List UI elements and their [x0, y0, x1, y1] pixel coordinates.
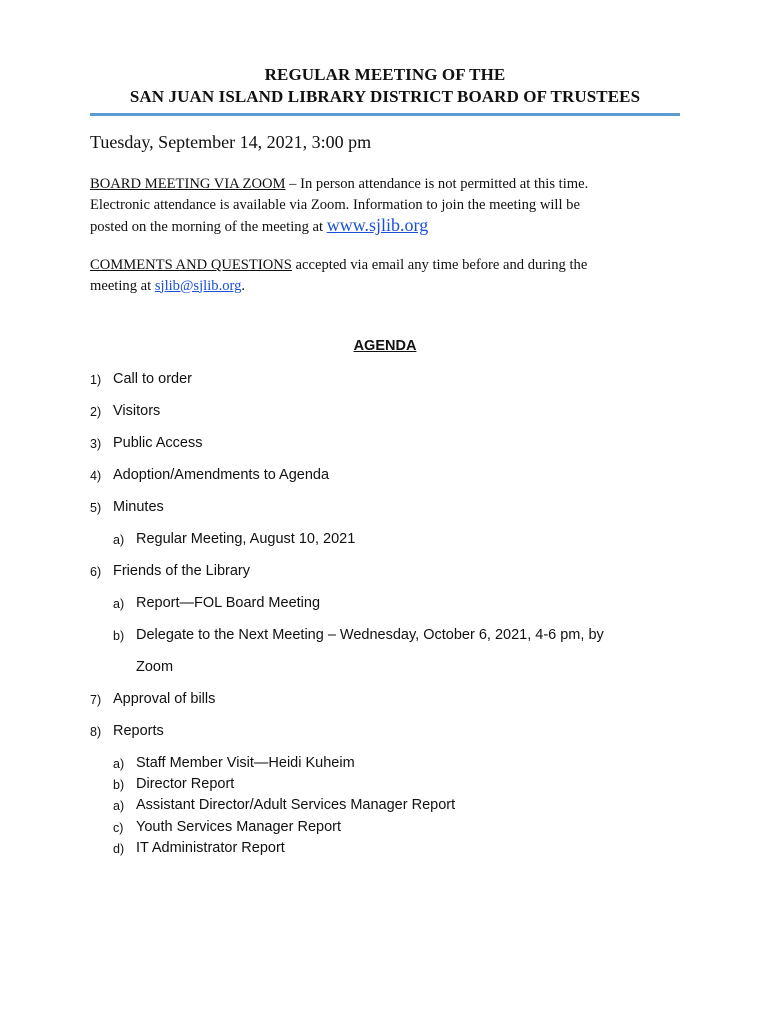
- agenda-subitem-staff-visit: Staff Member Visit—Heidi Kuheim: [136, 755, 355, 771]
- zoom-notice-text-3: posted on the morning of the meeting at: [90, 219, 327, 235]
- agenda-subitem-fol-report: Report—FOL Board Meeting: [136, 595, 321, 611]
- comments-notice: [90, 255, 670, 296]
- agenda-item-number: 3): [90, 437, 102, 451]
- agenda-subitem-number: a): [113, 757, 125, 771]
- website-link[interactable]: www.sjlib.org: [326, 215, 429, 235]
- document-title: [90, 64, 680, 108]
- agenda-item-number: 6): [90, 565, 102, 579]
- meeting-date: Tuesday, September 14, 2021, 3:00 pm: [90, 132, 372, 152]
- agenda-item-friends: Friends of the Library: [113, 563, 251, 579]
- title-line-2: SAN JUAN ISLAND LIBRARY DISTRICT BOARD OF TRUSTEES: [129, 87, 641, 106]
- agenda-title: AGENDA: [353, 338, 417, 354]
- comments-heading: COMMENTS AND QUESTIONS: [90, 257, 292, 273]
- agenda-subitem-number: b): [113, 629, 125, 643]
- agenda-item-adoption: Adoption/Amendments to Agenda: [113, 467, 330, 483]
- agenda-item-number: 8): [90, 725, 102, 739]
- zoom-notice: [90, 174, 670, 238]
- agenda-subitem-assistant-director-report: Assistant Director/Adult Services Manager Report: [136, 797, 456, 813]
- agenda-item-call-to-order: Call to order: [113, 371, 192, 387]
- comments-text-2: meeting at: [90, 277, 155, 294]
- agenda-subitem-it-report: IT Administrator Report: [136, 840, 285, 856]
- agenda-item-number: 5): [90, 501, 102, 515]
- agenda-subitem-number: c): [113, 821, 124, 835]
- agenda-subitem-number: a): [113, 597, 125, 611]
- agenda-item-visitors: Visitors: [113, 403, 161, 419]
- agenda-subitem-number: b): [113, 778, 125, 792]
- agenda-subitem-delegate: Delegate to the Next Meeting – Wednesday, October 6, 2021, 4-6 pm, by: [136, 627, 604, 643]
- agenda-subitem-number: a): [113, 799, 125, 813]
- agenda-subitem-regular-meeting: Regular Meeting, August 10, 2021: [136, 531, 356, 547]
- agenda-subitem-number: d): [113, 842, 125, 856]
- comments-end: .: [241, 277, 246, 294]
- agenda-subitem-number: a): [113, 533, 125, 547]
- agenda-item-approval-of-bills: Approval of bills: [113, 691, 216, 707]
- agenda-item-number: 2): [90, 405, 102, 419]
- title-divider: [90, 113, 680, 116]
- title-line-1: REGULAR MEETING OF THE: [264, 65, 506, 84]
- zoom-notice-heading: BOARD MEETING VIA ZOOM: [90, 176, 286, 192]
- comments-text-1: accepted via email any time before and during the: [291, 257, 588, 273]
- agenda-item-minutes: Minutes: [113, 499, 164, 515]
- agenda-subitem-delegate-cont: Zoom: [136, 659, 174, 675]
- zoom-notice-text-1: – In person attendance is not permitted at this time.: [285, 176, 589, 192]
- agenda-subitem-director-report: Director Report: [136, 776, 235, 792]
- zoom-notice-text-2: Electronic attendance is available via Zoom. Information to join the meeting will be: [90, 196, 580, 213]
- agenda-item-number: 4): [90, 469, 102, 483]
- agenda-subitem-youth-services-report: Youth Services Manager Report: [136, 819, 341, 835]
- agenda-item-public-access: Public Access: [113, 435, 203, 451]
- agenda-item-number: 1): [90, 373, 102, 387]
- email-link[interactable]: sjlib@sjlib.org: [154, 277, 242, 294]
- agenda-item-reports: Reports: [113, 723, 164, 739]
- agenda-item-number: 7): [90, 693, 102, 707]
